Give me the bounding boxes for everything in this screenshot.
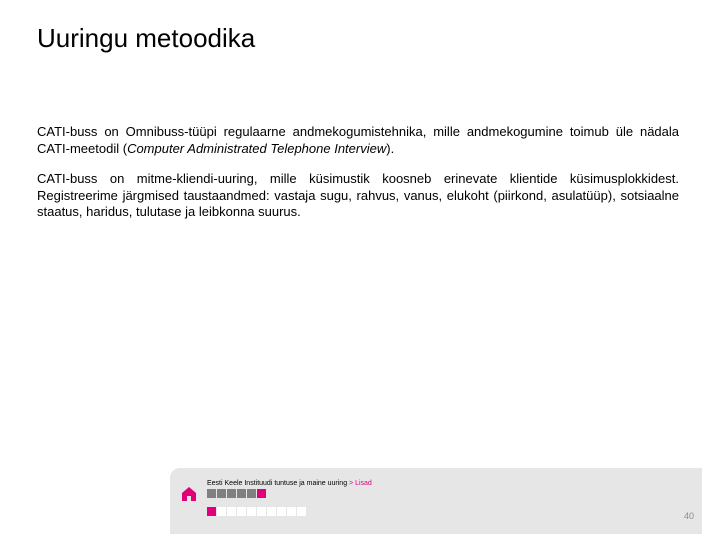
section-nav-square-2[interactable]	[217, 489, 226, 498]
slide-nav-square-4[interactable]	[237, 507, 246, 516]
footer-bar	[170, 468, 702, 534]
paragraph-catibuss-description	[37, 124, 679, 157]
section-navigator	[207, 489, 266, 498]
paragraph-1-end: ).	[386, 140, 395, 156]
slide-nav-square-9[interactable]	[287, 507, 296, 516]
section-nav-square-4[interactable]	[237, 489, 246, 498]
slide-body	[37, 124, 679, 235]
slide-nav-square-3[interactable]	[227, 507, 236, 516]
slide-nav-square-10[interactable]	[297, 507, 306, 516]
breadcrumb-current-link[interactable]: Lisad	[355, 480, 372, 487]
page-number: 40	[683, 511, 694, 521]
breadcrumb-root-link[interactable]: Eesti Keele Instituudi tuntuse ja maine uuring	[207, 480, 348, 487]
slide-nav-square-1[interactable]	[207, 507, 216, 516]
paragraph-1-text: CATI-buss on Omnibuss-tüüpi regulaarne andmekogumistehnika, mille andmekogumine toimub üle nädala CATI-meetodil (	[37, 124, 679, 156]
section-nav-square-3[interactable]	[227, 489, 236, 498]
slide-nav-square-2[interactable]	[217, 507, 226, 516]
breadcrumb	[207, 479, 372, 488]
slide-nav-square-7[interactable]	[267, 507, 276, 516]
slide-nav-square-6[interactable]	[257, 507, 266, 516]
section-nav-square-1[interactable]	[207, 489, 216, 498]
home-icon[interactable]	[181, 486, 197, 502]
section-nav-square-6[interactable]	[257, 489, 266, 498]
slide-title: Uuringu metoodika	[37, 23, 256, 53]
slide-nav-square-8[interactable]	[277, 507, 286, 516]
paragraph-1-italic-term: Computer Administrated Telephone Interview	[127, 140, 387, 156]
slide-navigator	[207, 507, 306, 516]
breadcrumb-separator: >	[349, 480, 354, 487]
paragraph-background-data: CATI-buss on mitme-kliendi-uuring, mille küsimustik koosneb erinevate klientide küsimusplokkidest. Registreerime järgmised taustaandmed: vastaja sugu, rahvus, vanus, elukoht (piirkond, asulatüüp), sotsiaalne staatus, haridus, tulutase ja leibkonna suurus.	[37, 171, 679, 219]
section-nav-square-5[interactable]	[247, 489, 256, 498]
slide-nav-square-5[interactable]	[247, 507, 256, 516]
